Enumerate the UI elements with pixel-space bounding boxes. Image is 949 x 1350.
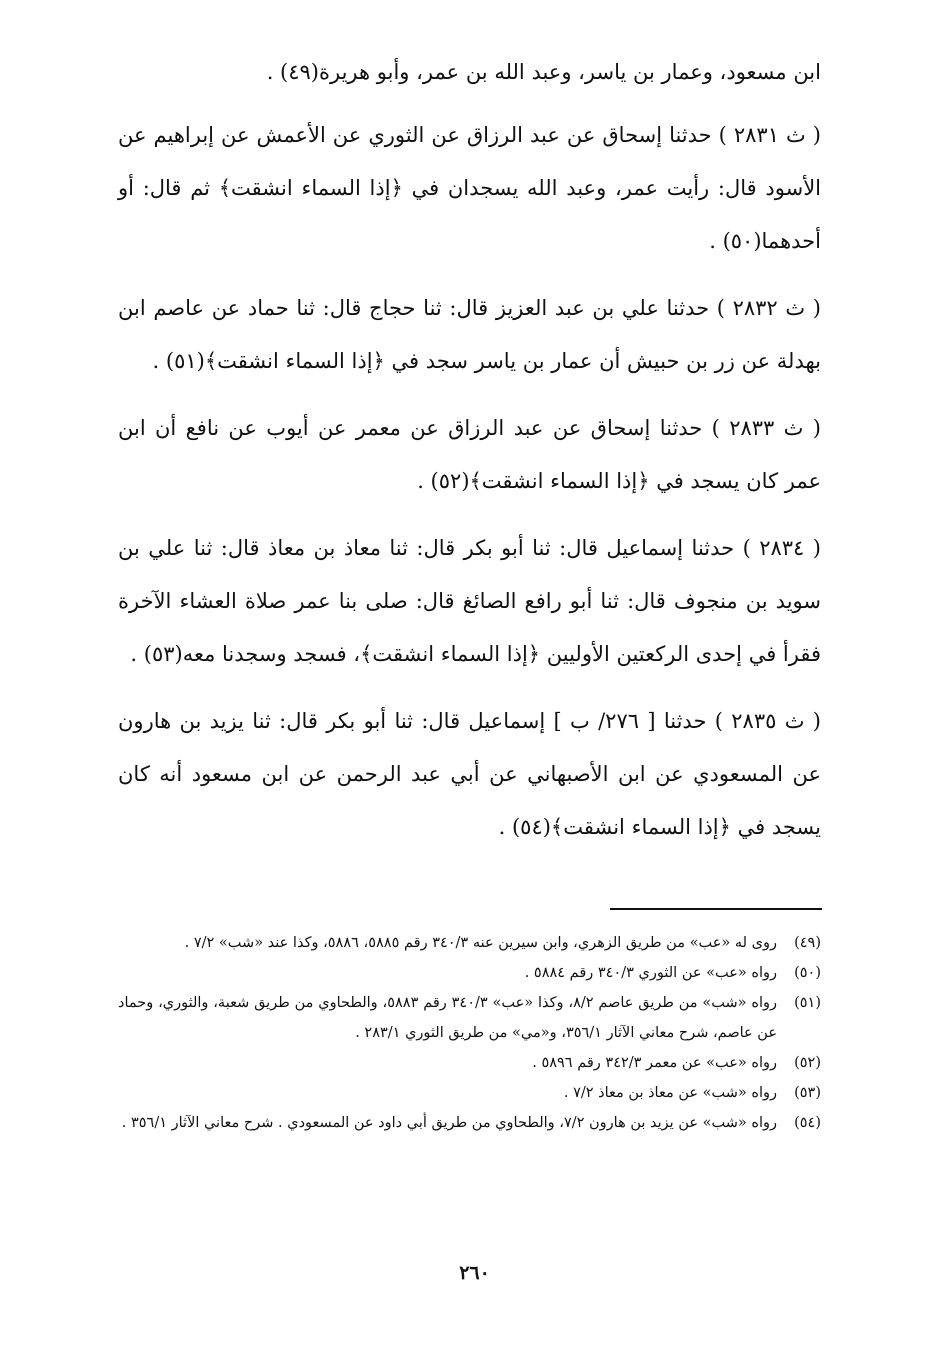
paragraph-intro: ابن مسعود، وعمار بن ياسر، وعبد الله بن عمر، وأبو هريرة(٤٩) . (266, 60, 821, 84)
footnote-divider (610, 908, 822, 910)
paragraph-2832: ( ث ٢٨٣٢ ) حدثنا علي بن عبد العزيز قال: ثنا حجاج قال: ثنا حماد عن عاصم ابن بهدلة عن زر بن حبيش أن عمار بن ياسر سجد في ﴿إذا السماء انشقت﴾(٥١) . (118, 296, 821, 373)
footnote-52 (118, 1048, 821, 1078)
paragraph-2835: ( ث ٢٨٣٥ ) حدثنا [ ٢٧٦/ ب ] إسماعيل قال: ثنا أبو بكر قال: ثنا يزيد بن هارون عن المسعودي عن ابن الأصبهاني عن أبي عبد الرحمن عن ابن مسعود أنه كان يسجد في ﴿إذا السماء انشقت﴾(٥٤) . (118, 709, 821, 839)
footnote-number: (٥٤) (794, 1115, 821, 1131)
footnote-text: رواه «عب» عن الثوري ٣٤٠/٣ رقم ٥٨٨٤ . (524, 965, 777, 981)
paragraph-2831: ( ث ٢٨٣١ ) حدثنا إسحاق عن عبد الرزاق عن الثوري عن الأعمش عن إبراهيم عن الأسود قال: رأيت عمر، وعبد الله يسجدان في ﴿إذا السماء انشقت﴾ ثم قال: أو أحدهما(٥٠) . (118, 123, 821, 253)
footnote-54 (118, 1108, 821, 1138)
page-number: ٢٦٠ (459, 1262, 490, 1284)
main-text (118, 46, 821, 868)
footnote-text: رواه «عب» عن معمر ٣٤٢/٣ رقم ٥٨٩٦ . (532, 1055, 777, 1071)
footnote-number: (٥١) (794, 995, 821, 1011)
footnote-50 (118, 958, 821, 988)
paragraph-2834: ( ٢٨٣٤ ) حدثنا إسماعيل قال: ثنا أبو بكر قال: ثنا معاذ بن معاذ قال: ثنا علي بن سويد بن منجوف قال: ثنا أبو رافع الصائغ قال: صلى بنا عمر صلاة العشاء الآخرة فقرأ في إحدى الركعتين الأوليين ﴿إذا السماء انشقت﴾، فسجد وسجدنا معه(٥٣) . (118, 536, 821, 666)
footnote-text: رواه «شب» من طريق عاصم ٨/٢، وكذا «عب» ٣٤٠/٣ رقم ٥٨٨٣، والطحاوي من طريق شعبة، والثوري، وحماد عن عاصم، شرح معاني الآثار ٣٥٦/١، و«مي» من طريق الثوري ٢٨٣/١ . (118, 995, 778, 1041)
footnote-number: (٤٩) (794, 935, 821, 951)
footnote-number: (٥٣) (794, 1085, 821, 1101)
footnote-49 (118, 928, 821, 958)
paragraph-2833: ( ث ٢٨٣٣ ) حدثنا إسحاق عن عبد الرزاق عن معمر عن أيوب عن نافع أن ابن عمر كان يسجد في ﴿إذا السماء انشقت﴾(٥٢) . (118, 416, 821, 493)
footnote-number: (٥٠) (794, 965, 821, 981)
footnote-text: رواه «شب» عن معاذ بن معاذ ٧/٢ . (563, 1085, 777, 1101)
footnote-number: (٥٢) (794, 1055, 821, 1071)
footnote-text: روى له «عب» من طريق الزهري، وابن سيرين عنه ٣٤٠/٣ رقم ٥٨٨٥، ٥٨٨٦، وكذا عند «شب» ٧/٢ . (184, 935, 777, 951)
footnote-text: رواه «شب» عن يزيد بن هارون ٧/٢، والطحاوي من طريق أبي داود عن المسعودي . شرح معاني الآثار ٣٥٦/١ . (121, 1115, 777, 1131)
footnote-53 (118, 1078, 821, 1108)
footnote-51 (118, 988, 821, 1048)
footnotes (118, 928, 821, 1138)
